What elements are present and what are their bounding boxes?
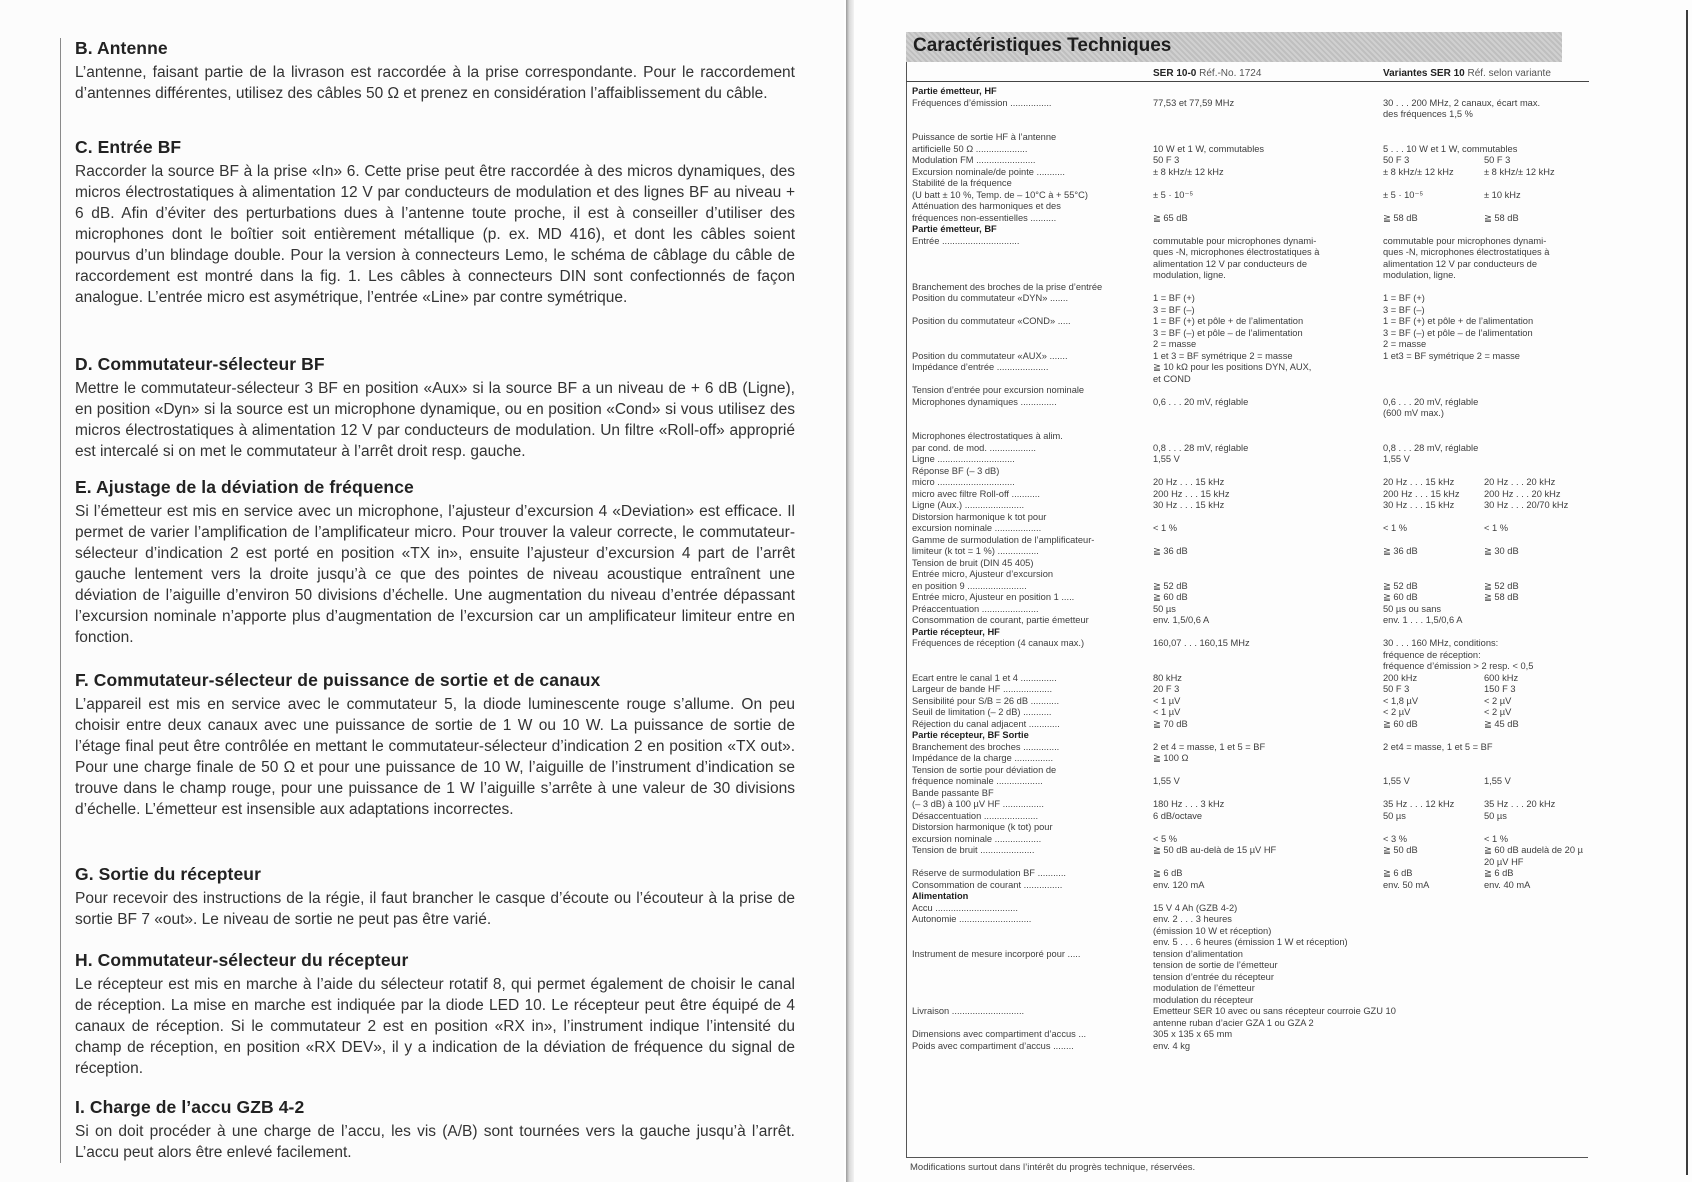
spec-value-variante: 200 kHz [1383, 672, 1418, 683]
spec-label: en position 9 ....................... [912, 580, 1027, 591]
spec-value-variante: ≧ 52 dB [1383, 580, 1418, 591]
spec-value-variante: ≧ 6 dB [1383, 868, 1413, 878]
spec-label: Désaccentuation ..................... [912, 810, 1039, 821]
spec-value-ser10: env. 120 mA [1153, 879, 1205, 890]
spec-value-variante-alt: ≧ 58 dB [1484, 212, 1519, 223]
spec-value-variante-alt: ≧ 52 dB [1484, 580, 1519, 591]
spec-value-ser10: ± 8 kHz/± 12 kHz [1153, 166, 1224, 177]
spec-value-ser10: 2 = masse [1153, 339, 1197, 349]
spec-value-ser10: tension de sortie de l’émetteur [1153, 960, 1278, 970]
spec-value-ser10: < 1 % [1153, 523, 1178, 533]
spec-value-ser10: tension d’alimentation [1153, 948, 1243, 959]
spec-label: Microphones électrostatiques à alim. [912, 431, 1063, 441]
spec-label: micro .............................. [912, 477, 1015, 487]
spec-value-ser10: 20 F 3 [1153, 684, 1180, 694]
spec-label: Impédance d’entrée .................... [912, 362, 1049, 372]
spec-value-variante: 35 Hz . . . 12 kHz [1383, 799, 1455, 809]
section-body: Si on doit procéder à une charge de l’accu, les vis (A/B) sont tournées vers la gauche jusqu’à l’arrêt. L’accu peut alors être enlevé facilement. [75, 1123, 795, 1161]
section-heading: F. Commutateur-sélecteur de puissance de sortie et de canaux [75, 670, 601, 690]
spec-value-variante: modulation, ligne. [1383, 270, 1456, 280]
spec-value-variante: 0,8 . . . 28 mV, réglable [1383, 442, 1479, 453]
spec-value-variante: 3 = BF (–) et pôle – de l’alimentation [1383, 327, 1533, 338]
book-spine [846, 0, 854, 1182]
section-charge-accu [75, 1097, 795, 1163]
spec-label: Sensibilité pour S/B = 26 dB ........... [912, 695, 1060, 706]
spec-value-variante: 1,55 V [1383, 776, 1410, 786]
spec-label: fréquence nominale .................. [912, 776, 1043, 786]
spec-value-variante: ≧ 60 dB [1383, 592, 1418, 602]
spec-label: Position du commutateur «COND» ..... [912, 316, 1071, 326]
page-title: Caractéristiques Techniques [913, 35, 1172, 56]
section-body: Mettre le commutateur-sélecteur 3 BF en position «Aux» si la source BF a un niveau de + 6 dB (Ligne), en position «Dyn» si la source est un microphone dynamique, ou en position «Cond» si vous utilisez des micros électrostatiques à alimentation 12 V par conducteurs de modulation. Un filtre «Roll-off» approprié est intercalé si on met le commutateur à l’arrêt droit resp. gauche. [75, 380, 795, 460]
spec-value-variante: 2 et4 = masse, 1 et 5 = BF [1383, 741, 1493, 752]
spec-label: Instrument de mesure incorporé pour ..... [912, 948, 1081, 959]
spec-label: Entrée .............................. [912, 235, 1020, 246]
spec-value-variante-alt: 50 µs [1484, 810, 1507, 821]
section-body: Raccorder la source BF à la prise «In» 6. Cette prise peut être raccordée à des micros dynamiques, des micros électrostatiques à alimentation 12 V par conducteurs de modulation et des lignes BF au niveau + 6 dB. Afin d’éviter des perturbations dues à l’antenne toute proche, il est à conseiller d’utiliser des microphones dont le boîtier soit entièrement métallique (p. ex. MD 416), et dont les câbles soient pourvus d’un blindage double. Pour la version à connecteurs Lemo, le schéma de câblage du câble de raccordement est montré dans la fig. 1. Les câbles à connecteurs DIN sont confectionnés de façon analogue. L’entrée micro est asymétrique, l’entrée «Line» par contre symétrique. [75, 163, 795, 306]
col-header-variantes-label: Variantes SER 10 [1383, 68, 1465, 79]
spec-value-variante: ± 8 kHz/± 12 kHz [1383, 166, 1454, 177]
spec-label: Impédance de la charge ............... [912, 753, 1054, 763]
spec-label: Fréquences de réception (4 canaux max.) [912, 638, 1085, 648]
spec-label: limiteur (k tot = 1 %) ................ [912, 546, 1039, 556]
spec-value-ser10: < 1 µV [1153, 695, 1181, 706]
col-header-ser10-ref: Réf.-No. 1724 [1199, 68, 1262, 79]
spec-label: (– 3 dB) à 100 µV HF ................ [912, 799, 1044, 809]
spec-value-variante: ≧ 36 dB [1383, 546, 1418, 556]
section-heading: C. Entrée BF [75, 137, 182, 157]
spec-label: fréquences non-essentielles .......... [912, 212, 1057, 223]
section-heading: G. Sortie du récepteur [75, 864, 261, 884]
spec-value-ser10: 20 Hz . . . 15 kHz [1153, 477, 1225, 487]
spec-label: Préaccentuation ...................... [912, 603, 1039, 614]
spec-value-variante: 5 . . . 10 W et 1 W, commutables [1383, 143, 1518, 154]
spec-label: Fréquences d’émission ................ [912, 97, 1052, 108]
spec-label: Consommation de courant ............... [912, 879, 1063, 890]
spec-label: Alimentation [912, 891, 969, 901]
section-body: Le récepteur est mis en marche à l’aide du sélecteur rotatif 8, qui permet également de choisir le canal de réception. La mise en marche est indiquée par la diode LED 10. Le récepteur peut être équipé de 4 canaux de réception. Si le commutateur 2 est en position «RX in», l’instrument indique l’intensité du champ de réception, en position «RX DEV», il y a indication de la déviation de fréquence du signal de réception. [75, 976, 795, 1077]
spec-label: Partie récepteur, HF [912, 626, 1000, 637]
spec-value-ser10: env. 1,5/0,6 A [1153, 615, 1210, 625]
spec-label: Tension de bruit ..................... [912, 845, 1035, 855]
spec-value-variante: env. 50 mA [1383, 879, 1430, 890]
spec-label: Consommation de courant, partie émetteur [912, 615, 1089, 625]
section-heading: E. Ajustage de la déviation de fréquence [75, 477, 414, 497]
section-heading: H. Commutateur-sélecteur du récepteur [75, 950, 409, 970]
spec-value-ser10: 200 Hz . . . 15 kHz [1153, 488, 1230, 499]
spec-label: Atténuation des harmoniques et des [912, 201, 1061, 211]
section-body: L’appareil est mis en service avec le commutateur 5, la diode luminescente rouge s’allume. On peu choisir entre deux canaux avec une puissance de sortie de 1 W ou 10 W. La puissance de sortie de l’étage final peut être contrôlée en mettant le commutateur-sélecteur d’indication 2 en position «TX out». Pour une charge finale de 50 Ω et pour une puissance de 10 W, l’aiguille de l’instrument d’indication se trouve dans le champ rouge, pour une puissance de 1 W l’aiguille s’arrête à une valeur de 30 divisions d’échelle. L’émetteur est insensible aux adaptations incorrectes. [75, 696, 795, 818]
spec-value-variante: 50 µs [1383, 810, 1406, 821]
col-header-ser10-label: SER 10-0 [1153, 68, 1197, 79]
spec-value-ser10: env. 2 . . . 3 heures [1153, 914, 1232, 924]
spec-value-variante: < 3 % [1383, 833, 1408, 844]
spec-value-variante-alt: 30 Hz . . . 20/70 kHz [1484, 500, 1569, 510]
spec-value-variante: 1 = BF (+) [1383, 293, 1425, 303]
spec-value-ser10: ques -N, microphones électrostatiques à [1153, 247, 1320, 257]
spec-label: Distorsion harmonique (k tot) pour [912, 822, 1053, 832]
section-body: Si l’émetteur est mis en service avec un microphone, l’ajusteur d’excursion 4 «Deviation» est efficace. Il permet de varier l’amplification de l’amplificateur micro. Pour trouver la valeur correcte, le commutateur-sélecteur d’indication 2 est porté en position «TX in», ensuite l’ajusteur d’excursion 4 part de l’arrêt gauche lentement vers la droite jusqu’à ce que des pointes de niveau acoustique entraînent une déviation de l’aiguille d’environ 50 divisions d’échelle. Une augmentation du niveau d’entrée dépassant l’excursion nominale n’apporte plus d’augmentation de l’excursion car un amplificateur limiteur entre en fonction. [75, 503, 795, 646]
spec-value-ser10: ≧ 100 Ω [1153, 753, 1189, 763]
spec-value-ser10: et COND [1153, 373, 1191, 384]
spec-value-variante: 30 . . . 160 MHz, conditions: [1383, 638, 1499, 648]
spec-label: excursion nominale .................. [912, 833, 1042, 844]
spec-value-ser10: 10 W et 1 W, commutables [1153, 143, 1265, 154]
spec-value-ser10: ≧ 50 dB au-delà de 15 µV HF [1153, 845, 1277, 855]
spec-value-ser10: 50 µs [1153, 603, 1176, 614]
spec-label: excursion nominale .................. [912, 523, 1042, 533]
spec-value-ser10: env. 4 kg [1153, 1040, 1191, 1051]
spec-label: (U batt ± 10 %, Temp. de – 10°C à + 55°C) [912, 189, 1088, 200]
spec-label: Réserve de surmodulation BF ........... [912, 868, 1066, 878]
spec-value-variante: 1 = BF (+) et pôle + de l’alimentation [1383, 316, 1534, 326]
spec-value-ser10: 305 x 135 x 65 mm [1153, 1029, 1233, 1039]
spec-value-variante-alt: 600 kHz [1484, 672, 1519, 683]
section-sortie-recepteur [75, 864, 795, 930]
spec-label: Réjection du canal adjacent ............ [912, 718, 1060, 729]
spec-value-ser10: 160,07 . . . 160,15 MHz [1153, 638, 1250, 648]
spec-value-variante-alt: env. 40 mA [1484, 879, 1531, 890]
header-rule [906, 81, 1589, 82]
spec-value-variante: ± 5 · 10⁻⁵ [1383, 189, 1424, 200]
spec-label: Réponse BF (– 3 dB) [912, 465, 1000, 476]
spec-value-variante: < 1 % [1383, 523, 1408, 533]
section-commutateur-bf [75, 354, 795, 462]
spec-value-ser10: 2 et 4 = masse, 1 et 5 = BF [1153, 741, 1266, 752]
spec-value-ser10: 1 et 3 = BF symétrique 2 = masse [1153, 350, 1293, 361]
spec-value-ser10: 1,55 V [1153, 454, 1180, 464]
spec-value-variante: commutable pour microphones dynami- [1383, 235, 1547, 246]
spec-value-variante-alt: < 1 % [1484, 523, 1509, 533]
spec-value-ser10: (émission 10 W et réception) [1153, 925, 1272, 936]
spec-label: micro avec filtre Roll-off ........... [912, 488, 1040, 499]
spec-value-ser10: alimentation 12 V par conducteurs de [1153, 258, 1308, 269]
spec-label: Livraison ............................ [912, 1006, 1025, 1016]
spec-value-variante-alt: ± 8 kHz/± 12 kHz [1484, 166, 1555, 177]
spec-value-ser10: env. 5 . . . 6 heures (émission 1 W et réception) [1153, 937, 1348, 947]
spec-value-ser10: ± 5 · 10⁻⁵ [1153, 189, 1194, 200]
spec-value-variante: ≧ 60 dB [1383, 718, 1418, 729]
spec-value-ser10: Emetteur SER 10 avec ou sans récepteur courroie GZU 10 [1153, 1006, 1396, 1016]
spec-value-ser10: ≧ 60 dB [1153, 592, 1188, 602]
spec-value-ser10: ≧ 6 dB [1153, 868, 1183, 878]
spec-value-variante: < 1,8 µV [1383, 695, 1419, 706]
spec-value-variante-alt: 150 F 3 [1484, 684, 1516, 694]
spec-value-ser10: 80 kHz [1153, 672, 1182, 683]
spec-label: Modulation FM ....................... [912, 155, 1036, 165]
spec-label: Puissance de sortie HF à l’antenne [912, 132, 1057, 142]
spec-label: Position du commutateur «DYN» ....... [912, 293, 1069, 303]
col-header-variantes [1383, 68, 1551, 79]
spec-value-variante-alt: < 1 % [1484, 833, 1509, 844]
spec-value-variante-alt: ≧ 60 dB audelà de 20 µ [1484, 845, 1583, 855]
left-margin-rule [60, 38, 61, 1163]
spec-value-ser10: 1,55 V [1153, 776, 1180, 786]
spec-label: Branchement des broches .............. [912, 741, 1060, 752]
spec-value-ser10: commutable pour microphones dynami- [1153, 235, 1317, 246]
spec-label: Microphones dynamiques .............. [912, 396, 1057, 407]
col-header-variantes-ref: Réf. selon variante [1467, 68, 1551, 79]
spec-value-variante: 30 Hz . . . 15 kHz [1383, 500, 1455, 510]
spec-label: Stabilité de la fréquence [912, 178, 1012, 188]
spec-value-ser10: 1 = BF (+) [1153, 293, 1195, 303]
spec-label: Ligne .............................. [912, 454, 1015, 464]
spec-label: Tension de sortie pour déviation de [912, 764, 1057, 775]
spec-value-ser10: < 5 % [1153, 833, 1178, 844]
spec-value-variante-alt: 35 Hz . . . 20 kHz [1484, 799, 1556, 809]
table-frame-bottom [906, 1157, 1588, 1158]
col-header-ser10 [1153, 68, 1261, 79]
spec-value-ser10: 1 = BF (+) et pôle + de l’alimentation [1153, 316, 1304, 326]
spec-value-variante: 1,55 V [1383, 454, 1410, 464]
spec-label: Position du commutateur «AUX» ....... [912, 350, 1068, 361]
spec-label: Tension d’entrée pour excursion nominale [912, 385, 1085, 395]
spec-value-variante-alt: ≧ 6 dB [1484, 868, 1514, 878]
spec-value-variante: ≧ 58 dB [1383, 212, 1418, 223]
spec-value-variante: alimentation 12 V par conducteurs de [1383, 258, 1538, 269]
section-entree-bf [75, 137, 795, 308]
spec-value-ser10: antenne ruban d’acier GZA 1 ou GZA 2 [1153, 1017, 1314, 1028]
spec-value-ser10: 30 Hz . . . 15 kHz [1153, 500, 1225, 510]
spec-value-variante: 1 et3 = BF symétrique 2 = masse [1383, 350, 1520, 361]
spec-value-variante-alt: 1,55 V [1484, 776, 1511, 786]
spec-value-ser10: modulation de l’émetteur [1153, 983, 1255, 993]
spec-label: artificielle 50 Ω .................... [912, 143, 1028, 154]
spec-label: Partie émetteur, HF [912, 86, 997, 96]
spec-label: Largeur de bande HF ................... [912, 684, 1053, 694]
section-heading: D. Commutateur-sélecteur BF [75, 354, 325, 374]
spec-value-ser10: 0,6 . . . 20 mV, réglable [1153, 396, 1249, 407]
spec-value-variante: 20 Hz . . . 15 kHz [1383, 477, 1455, 487]
spec-value-variante: des fréquences 1,5 % [1383, 109, 1473, 119]
spec-label: Ligne (Aux.) ....................... [912, 500, 1025, 510]
spec-value-variante: env. 1 . . . 1,5/0,6 A [1383, 615, 1463, 625]
spec-value-ser10: 180 Hz . . . 3 kHz [1153, 799, 1225, 809]
section-heading: I. Charge de l’accu GZB 4-2 [75, 1097, 305, 1117]
spec-label: Poids avec compartiment d’accus ........ [912, 1040, 1074, 1051]
spec-value-variante: 0,6 . . . 20 mV, réglable [1383, 396, 1479, 407]
spec-value-variante: ≧ 50 dB [1383, 845, 1418, 855]
spec-value-ser10: 0,8 . . . 28 mV, réglable [1153, 442, 1249, 453]
spec-label: par cond. de mod. .................. [912, 442, 1037, 453]
spec-value-variante: fréquence de réception: [1383, 649, 1481, 660]
spec-value-variante-alt: 20 Hz . . . 20 kHz [1484, 477, 1556, 487]
spec-value-variante: < 2 µV [1383, 707, 1411, 717]
spec-value-variante-alt: ≧ 45 dB [1484, 718, 1519, 729]
section-antenne [75, 38, 795, 104]
section-ajustage [75, 477, 795, 648]
table-frame-left [906, 62, 907, 1158]
spec-value-variante: 2 = masse [1383, 339, 1427, 349]
spec-value-ser10: tension d’entrée du récepteur [1153, 971, 1274, 982]
section-commutateur-recepteur [75, 950, 795, 1079]
section-puissance [75, 670, 795, 820]
spec-value-variante-alt: ± 10 kHz [1484, 189, 1521, 200]
spec-value-ser10: ≧ 70 dB [1153, 718, 1188, 729]
spec-value-ser10: 3 = BF (–) et pôle – de l’alimentation [1153, 327, 1303, 338]
spec-value-variante: 3 = BF (–) [1383, 304, 1425, 315]
spec-value-variante-alt: 20 µV HF [1484, 856, 1524, 867]
spec-label: Branchement des broches de la prise d’entrée [912, 281, 1103, 292]
spec-value-ser10: 77,53 et 77,59 MHz [1153, 97, 1235, 108]
spec-value-variante: (600 mV max.) [1383, 408, 1444, 418]
section-body: Pour recevoir des instructions de la régie, il faut brancher le casque d’écoute ou l’écouteur à la prise de sortie BF 7 «out». Le niveau de sortie ne peut pas être varié. [75, 890, 795, 928]
spec-value-variante: 30 . . . 200 MHz, 2 canaux, écart max. [1383, 97, 1541, 108]
spec-value-variante: fréquence d’émission > 2 resp. < 0,5 [1383, 661, 1534, 671]
spec-value-ser10: modulation, ligne. [1153, 270, 1226, 280]
spec-value-ser10: < 1 µV [1153, 707, 1181, 717]
spec-value-ser10: ≧ 52 dB [1153, 580, 1188, 591]
spec-label: Dimensions avec compartiment d’accus ... [912, 1029, 1087, 1039]
section-body: L’antenne, faisant partie de la livrason est raccordée à la prise correspondante. Pour le raccordement d’antennes différentes, utilisez des câbles 50 Ω et prenez en considération l’affaiblissement du câble. [75, 64, 795, 102]
spec-label: Partie émetteur, BF [912, 224, 997, 234]
spec-label: Partie récepteur, BF Sortie [912, 730, 1029, 740]
spec-value-variante-alt: 50 F 3 [1484, 155, 1511, 165]
spec-value-variante: 50 F 3 [1383, 155, 1410, 165]
spec-value-ser10: ≧ 10 kΩ pour les positions DYN, AUX, [1153, 362, 1312, 372]
spec-value-variante-alt: ≧ 30 dB [1484, 546, 1519, 556]
spec-value-ser10: 6 dB/octave [1153, 810, 1203, 821]
spec-value-variante: 200 Hz . . . 15 kHz [1383, 488, 1460, 499]
spec-value-variante: 50 µs ou sans [1383, 603, 1442, 614]
spec-label: Entrée micro, Ajusteur d’excursion [912, 569, 1054, 579]
spec-value-variante-alt: < 2 µV [1484, 695, 1512, 706]
spec-label: Autonomie ............................ [912, 914, 1032, 924]
spec-value-variante: ques -N, microphones électrostatiques à [1383, 247, 1550, 257]
spec-value-ser10: modulation du récepteur [1153, 994, 1254, 1005]
spec-label: Entrée micro, Ajusteur en position 1 ..... [912, 592, 1075, 602]
spec-value-ser10: 3 = BF (–) [1153, 304, 1195, 315]
spec-value-variante: 50 F 3 [1383, 684, 1410, 694]
spec-label: Seuil de limitation (– 2 dB) ........... [912, 707, 1052, 717]
spec-value-ser10: ≧ 36 dB [1153, 546, 1188, 556]
spec-value-ser10: 50 F 3 [1153, 155, 1180, 165]
spec-label: Ecart entre le canal 1 et 4 .............. [912, 672, 1057, 683]
section-heading: B. Antenne [75, 38, 168, 58]
spec-label: Bande passante BF [912, 787, 994, 798]
spec-value-ser10: 15 V 4 Ah (GZB 4-2) [1153, 902, 1238, 913]
spec-value-variante-alt: 200 Hz . . . 20 kHz [1484, 488, 1561, 499]
spec-value-ser10: ≧ 65 dB [1153, 212, 1188, 223]
right-margin-rule [1686, 10, 1688, 1175]
spec-value-variante-alt: ≧ 58 dB [1484, 592, 1519, 602]
spec-label: Distorsion harmonique k tot pour [912, 511, 1047, 522]
spec-label: Gamme de surmodulation de l’amplificateur- [912, 534, 1095, 545]
spec-label: Accu ................................ [912, 902, 1018, 913]
footnote: Modifications surtout dans l’intérêt du progrès technique, réservées. [910, 1162, 1196, 1173]
spec-value-variante-alt: < 2 µV [1484, 707, 1512, 717]
spec-label: Tension de bruit (DIN 45 405) [912, 557, 1034, 568]
spec-label: Excursion nominale/de pointe ........... [912, 166, 1065, 177]
